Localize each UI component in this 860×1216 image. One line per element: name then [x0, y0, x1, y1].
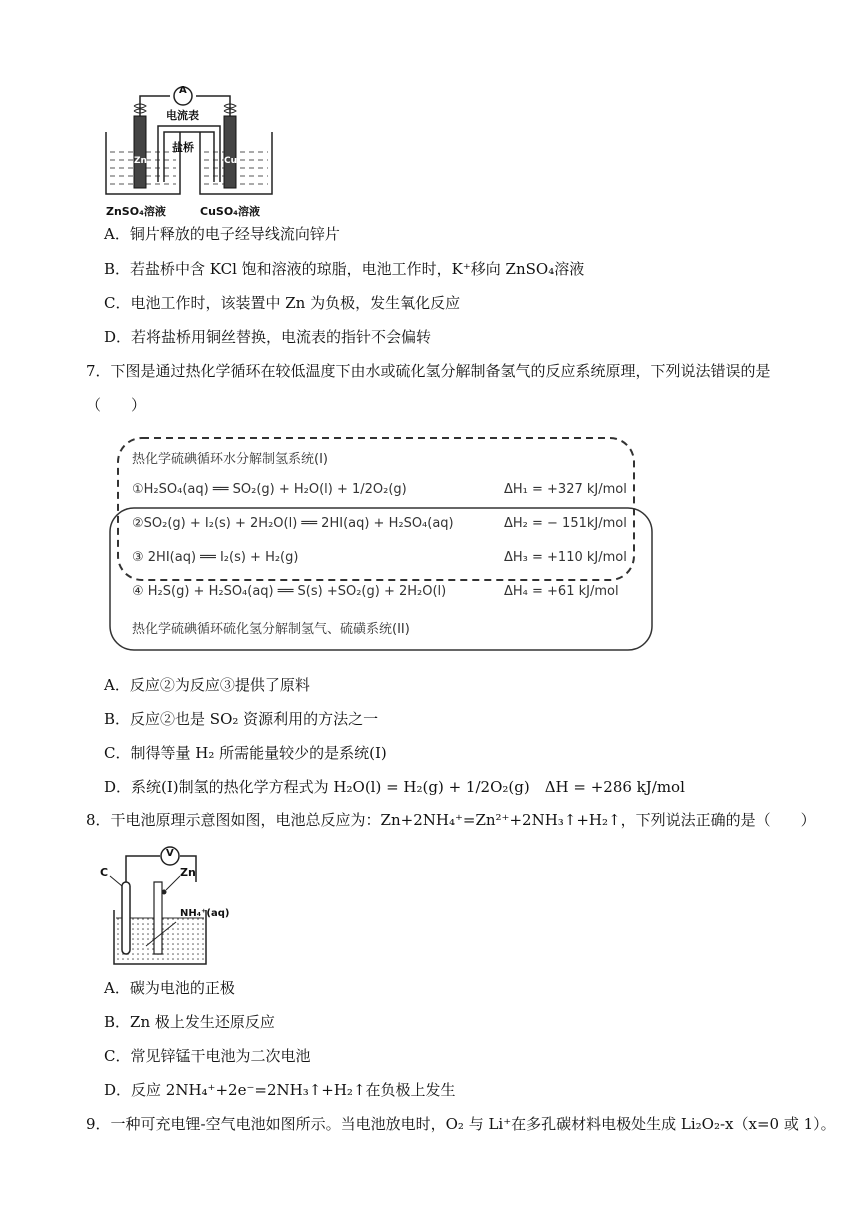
zn-electrode-label: Zn	[134, 156, 147, 166]
galvanic-cell-figure	[100, 82, 280, 222]
salt-bridge-label: 盐桥	[172, 141, 194, 154]
reaction-4-equation: ④ H₂S(g) + H₂SO₄(aq) ══ S(s) +SO₂(g) + 2H₂O(l)	[132, 584, 447, 599]
carbon-label: C	[100, 866, 109, 879]
reaction-2-equation: ②SO₂(g) + I₂(s) + 2H₂O(l) ══ 2HI(aq) + H₂SO₄(aq)	[132, 516, 454, 531]
q6-option-d[interactable]: D．若将盐桥用铜丝替换，电流表的指针不会偏转	[104, 328, 432, 346]
dry-cell-diagram	[96, 842, 226, 966]
reaction-2-enthalpy: ΔH₂ = − 151kJ/mol	[504, 516, 627, 531]
q8-stem: 8．干电池原理示意图如图，电池总反应为：Zn+2NH₄⁺=Zn²⁺+2NH₃↑+H₂↑，下列说法正确的是（ ）	[86, 811, 816, 829]
q8-option-c[interactable]: C．常见锌锰干电池为二次电池	[104, 1047, 311, 1065]
q7-stem-line2: （ ）	[86, 396, 147, 414]
reaction-1-enthalpy: ΔH₁ = +327 kJ/mol	[504, 482, 627, 497]
q7-option-b[interactable]: B．反应②也是 SO₂ 资源利用的方法之一	[104, 710, 379, 728]
q7-option-c[interactable]: C．制得等量 H₂ 所需能量较少的是系统(I)	[104, 744, 387, 762]
q8-option-d[interactable]: D．反应 2NH₄⁺+2e⁻=2NH₃↑+H₂↑在负极上发生	[104, 1081, 456, 1099]
dry-cell-figure	[96, 842, 230, 966]
q8-option-b[interactable]: B．Zn 极上发生还原反应	[104, 1013, 275, 1031]
q7-option-d[interactable]: D．系统(I)制氢的热化学方程式为 H₂O(l) = H₂(g) + 1/2O₂(g) ΔH = +286 kJ/mol	[104, 778, 685, 796]
reaction-3-enthalpy: ΔH₃ = +110 kJ/mol	[504, 550, 627, 565]
cuso4-label: CuSO₄溶液	[200, 205, 260, 218]
q7-stem-line1: 7．下图是通过热化学循环在较低温度下由水或硫化氢分解制备氢气的反应系统原理，下列说法错误的是	[86, 362, 771, 380]
ammeter-label: 电流表	[166, 109, 199, 122]
q6-option-a[interactable]: A．铜片释放的电子经导线流向锌片	[104, 225, 340, 243]
q6-option-b[interactable]: B．若盐桥中含 KCl 饱和溶液的琼脂，电池工作时，K⁺移向 ZnSO₄溶液	[104, 260, 585, 278]
reaction-3-equation: ③ 2HI(aq) ══ I₂(s) + H₂(g)	[132, 550, 299, 565]
q8-option-a[interactable]: A．碳为电池的正极	[104, 979, 235, 997]
ammeter-symbol: A	[179, 85, 187, 96]
cu-electrode-label: Cu	[224, 156, 238, 166]
reaction-1-equation: ①H₂SO₄(aq) ══ SO₂(g) + H₂O(l) + 1/2O₂(g)	[132, 482, 407, 497]
q7-option-a[interactable]: A．反应②为反应③提供了原料	[104, 676, 310, 694]
zinc-label: Zn	[180, 866, 196, 879]
znso4-label: ZnSO₄溶液	[106, 205, 166, 218]
system-2-title: 热化学硫碘循环硫化氢分解制氢气、硫磺系统(II)	[132, 622, 410, 637]
electrolyte-label: NH₄⁺(aq)	[180, 908, 230, 919]
voltmeter-symbol: V	[166, 848, 174, 859]
q6-option-c[interactable]: C．电池工作时，该装置中 Zn 为负极，发生氧化反应	[104, 294, 461, 312]
q9-stem: 9．一种可充电锂-空气电池如图所示。当电池放电时，O₂ 与 Li⁺在多孔碳材料电极处生成 Li₂O₂-x（x=0 或 1）。	[86, 1115, 836, 1133]
system-1-title: 热化学硫碘循环水分解制氢系统(I)	[132, 452, 328, 467]
reaction-4-enthalpy: ΔH₄ = +61 kJ/mol	[504, 584, 619, 599]
thermochemical-cycle-figure	[108, 434, 656, 654]
